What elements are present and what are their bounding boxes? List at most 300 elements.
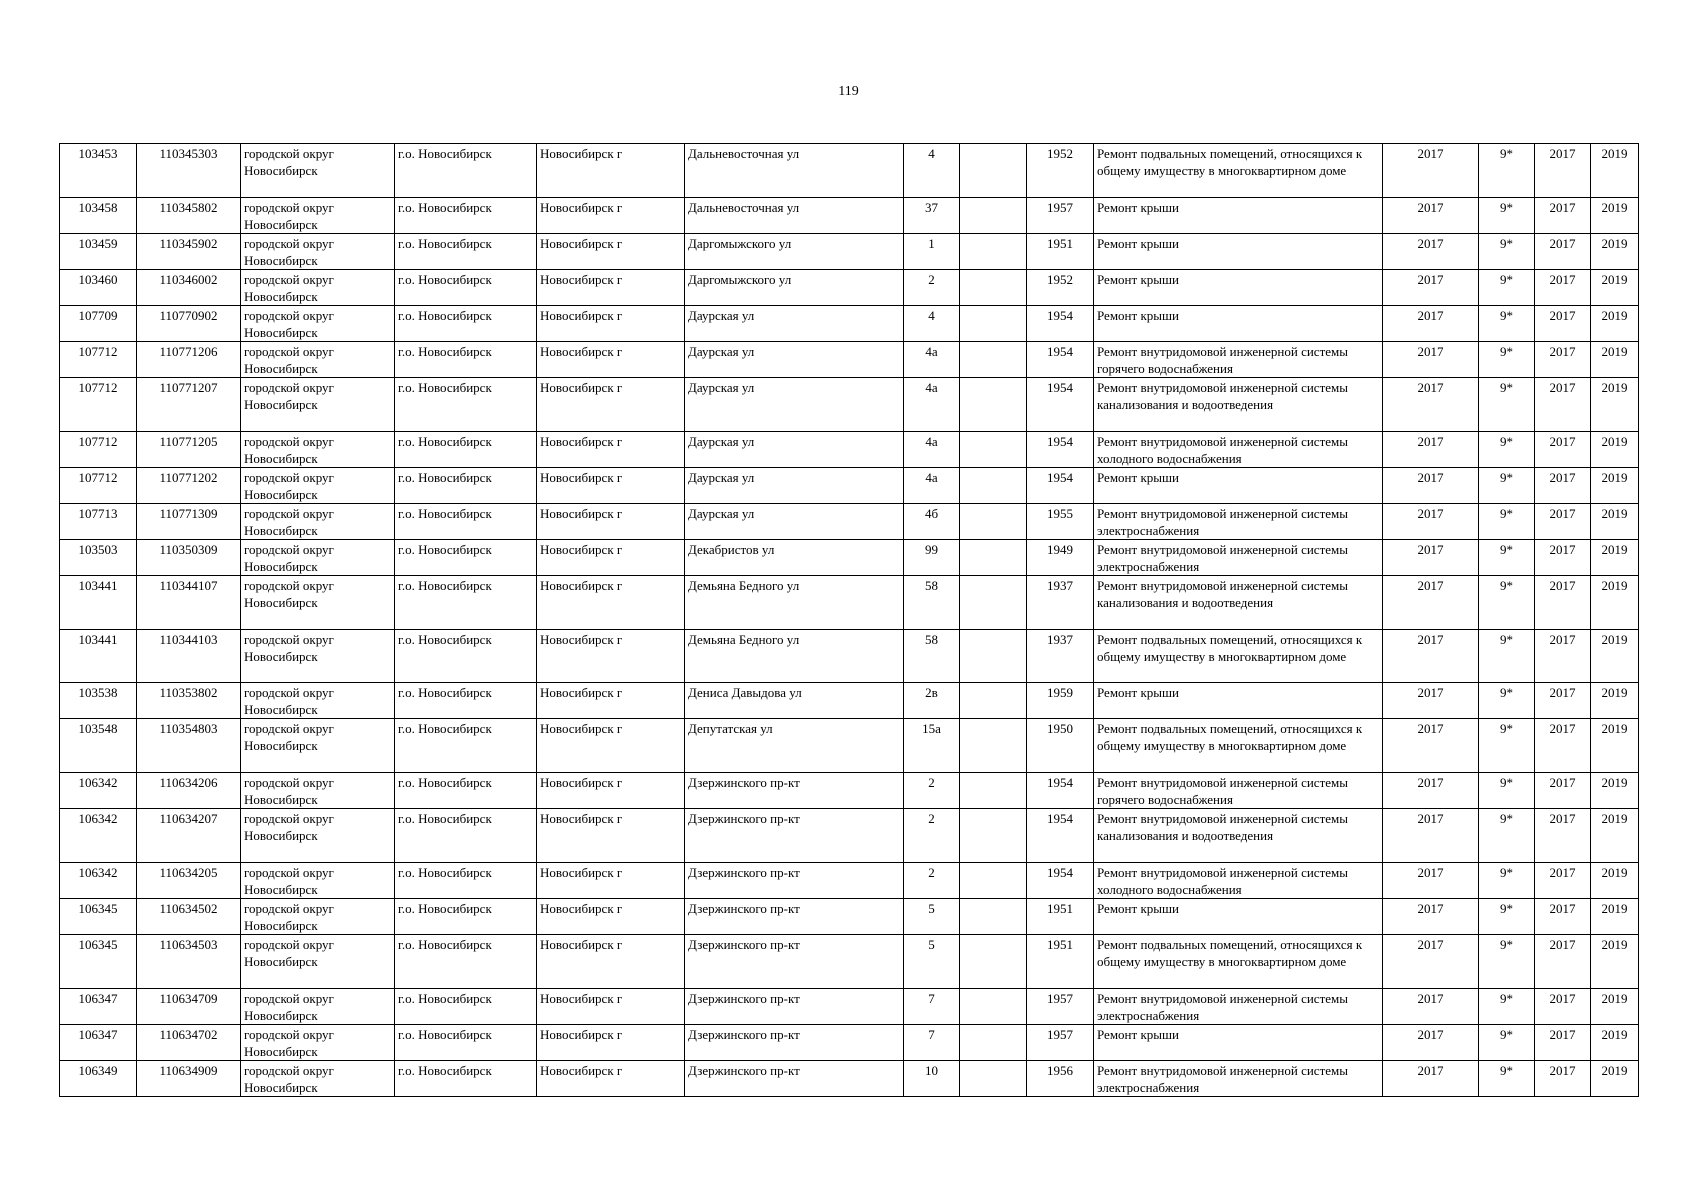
table-row [60, 306, 1639, 342]
street-cell: Даргомыжского ул [685, 270, 904, 306]
district-cell: городской округ Новосибирск [241, 234, 395, 270]
plan-year-cell: 2017 [1383, 719, 1479, 773]
record-id-cell: 107712 [60, 342, 137, 378]
district-cell: городской округ Новосибирск [241, 719, 395, 773]
municipality-cell: г.о. Новосибирск [395, 809, 537, 863]
municipality-cell: г.о. Новосибирск [395, 935, 537, 989]
work-type-cell: Ремонт подвальных помещений, относящихся к общему имуществу в многоквартирном доме [1094, 719, 1383, 773]
building-corp-cell [960, 683, 1027, 719]
record-id-cell: 103441 [60, 576, 137, 630]
year-built-cell: 1957 [1027, 989, 1094, 1025]
work-type-cell: Ремонт крыши [1094, 270, 1383, 306]
house-number-cell: 2в [904, 683, 960, 719]
start-year-cell: 2017 [1535, 432, 1591, 468]
building-corp-cell [960, 989, 1027, 1025]
city-cell: Новосибирск г [537, 683, 685, 719]
plan-year-cell: 2017 [1383, 899, 1479, 935]
table-row [60, 432, 1639, 468]
end-year-cell: 2019 [1591, 576, 1639, 630]
building-corp-cell [960, 540, 1027, 576]
table-row [60, 198, 1639, 234]
city-cell: Новосибирск г [537, 504, 685, 540]
house-number-cell: 4а [904, 342, 960, 378]
stage-cell: 9* [1479, 378, 1535, 432]
city-cell: Новосибирск г [537, 234, 685, 270]
record-code-cell: 110634503 [137, 935, 241, 989]
municipality-cell: г.о. Новосибирск [395, 270, 537, 306]
municipality-cell: г.о. Новосибирск [395, 144, 537, 198]
stage-cell: 9* [1479, 683, 1535, 719]
work-type-cell: Ремонт крыши [1094, 683, 1383, 719]
record-id-cell: 106347 [60, 989, 137, 1025]
start-year-cell: 2017 [1535, 935, 1591, 989]
city-cell: Новосибирск г [537, 378, 685, 432]
year-built-cell: 1937 [1027, 630, 1094, 683]
building-corp-cell [960, 773, 1027, 809]
building-corp-cell [960, 198, 1027, 234]
year-built-cell: 1952 [1027, 270, 1094, 306]
table-row [60, 540, 1639, 576]
record-id-cell: 103459 [60, 234, 137, 270]
record-code-cell: 110771202 [137, 468, 241, 504]
building-corp-cell [960, 1025, 1027, 1061]
work-type-cell: Ремонт подвальных помещений, относящихся к общему имуществу в многоквартирном доме [1094, 630, 1383, 683]
stage-cell: 9* [1479, 1061, 1535, 1097]
record-id-cell: 107712 [60, 468, 137, 504]
work-type-cell: Ремонт внутридомовой инженерной системы электроснабжения [1094, 504, 1383, 540]
end-year-cell: 2019 [1591, 270, 1639, 306]
end-year-cell: 2019 [1591, 234, 1639, 270]
record-code-cell: 110634206 [137, 773, 241, 809]
record-id-cell: 103458 [60, 198, 137, 234]
municipality-cell: г.о. Новосибирск [395, 540, 537, 576]
record-id-cell: 106342 [60, 809, 137, 863]
record-code-cell: 110345303 [137, 144, 241, 198]
municipality-cell: г.о. Новосибирск [395, 468, 537, 504]
table-row [60, 719, 1639, 773]
plan-year-cell: 2017 [1383, 809, 1479, 863]
stage-cell: 9* [1479, 899, 1535, 935]
start-year-cell: 2017 [1535, 234, 1591, 270]
building-corp-cell [960, 1061, 1027, 1097]
table-row [60, 144, 1639, 198]
plan-year-cell: 2017 [1383, 468, 1479, 504]
street-cell: Дзержинского пр-кт [685, 899, 904, 935]
district-cell: городской округ Новосибирск [241, 1025, 395, 1061]
city-cell: Новосибирск г [537, 198, 685, 234]
year-built-cell: 1951 [1027, 899, 1094, 935]
year-built-cell: 1954 [1027, 809, 1094, 863]
record-code-cell: 110634909 [137, 1061, 241, 1097]
municipality-cell: г.о. Новосибирск [395, 432, 537, 468]
plan-year-cell: 2017 [1383, 863, 1479, 899]
start-year-cell: 2017 [1535, 863, 1591, 899]
plan-year-cell: 2017 [1383, 773, 1479, 809]
record-code-cell: 110345802 [137, 198, 241, 234]
stage-cell: 9* [1479, 809, 1535, 863]
end-year-cell: 2019 [1591, 863, 1639, 899]
city-cell: Новосибирск г [537, 989, 685, 1025]
work-type-cell: Ремонт внутридомовой инженерной системы электроснабжения [1094, 1061, 1383, 1097]
start-year-cell: 2017 [1535, 719, 1591, 773]
district-cell: городской округ Новосибирск [241, 144, 395, 198]
plan-year-cell: 2017 [1383, 234, 1479, 270]
year-built-cell: 1955 [1027, 504, 1094, 540]
work-type-cell: Ремонт внутридомовой инженерной системы электроснабжения [1094, 989, 1383, 1025]
district-cell: городской округ Новосибирск [241, 468, 395, 504]
municipality-cell: г.о. Новосибирск [395, 1025, 537, 1061]
stage-cell: 9* [1479, 504, 1535, 540]
year-built-cell: 1957 [1027, 1025, 1094, 1061]
building-corp-cell [960, 342, 1027, 378]
municipality-cell: г.о. Новосибирск [395, 683, 537, 719]
end-year-cell: 2019 [1591, 432, 1639, 468]
city-cell: Новосибирск г [537, 863, 685, 899]
house-number-cell: 2 [904, 773, 960, 809]
year-built-cell: 1954 [1027, 342, 1094, 378]
table-row [60, 773, 1639, 809]
record-code-cell: 110354803 [137, 719, 241, 773]
year-built-cell: 1954 [1027, 378, 1094, 432]
house-number-cell: 4 [904, 144, 960, 198]
street-cell: Дальневосточная ул [685, 144, 904, 198]
start-year-cell: 2017 [1535, 198, 1591, 234]
stage-cell: 9* [1479, 306, 1535, 342]
work-type-cell: Ремонт крыши [1094, 198, 1383, 234]
year-built-cell: 1951 [1027, 935, 1094, 989]
work-type-cell: Ремонт крыши [1094, 306, 1383, 342]
record-id-cell: 103503 [60, 540, 137, 576]
record-code-cell: 110771309 [137, 504, 241, 540]
registry-table [59, 143, 1639, 1097]
work-type-cell: Ремонт подвальных помещений, относящихся к общему имуществу в многоквартирном доме [1094, 935, 1383, 989]
stage-cell: 9* [1479, 540, 1535, 576]
stage-cell: 9* [1479, 630, 1535, 683]
building-corp-cell [960, 144, 1027, 198]
end-year-cell: 2019 [1591, 935, 1639, 989]
municipality-cell: г.о. Новосибирск [395, 773, 537, 809]
stage-cell: 9* [1479, 935, 1535, 989]
plan-year-cell: 2017 [1383, 1061, 1479, 1097]
street-cell: Даурская ул [685, 342, 904, 378]
building-corp-cell [960, 576, 1027, 630]
end-year-cell: 2019 [1591, 899, 1639, 935]
table-row [60, 378, 1639, 432]
start-year-cell: 2017 [1535, 306, 1591, 342]
end-year-cell: 2019 [1591, 198, 1639, 234]
district-cell: городской округ Новосибирск [241, 270, 395, 306]
district-cell: городской округ Новосибирск [241, 432, 395, 468]
city-cell: Новосибирск г [537, 899, 685, 935]
district-cell: городской округ Новосибирск [241, 198, 395, 234]
municipality-cell: г.о. Новосибирск [395, 234, 537, 270]
year-built-cell: 1954 [1027, 773, 1094, 809]
municipality-cell: г.о. Новосибирск [395, 306, 537, 342]
street-cell: Дзержинского пр-кт [685, 1025, 904, 1061]
start-year-cell: 2017 [1535, 683, 1591, 719]
plan-year-cell: 2017 [1383, 378, 1479, 432]
start-year-cell: 2017 [1535, 1061, 1591, 1097]
plan-year-cell: 2017 [1383, 1025, 1479, 1061]
street-cell: Дальневосточная ул [685, 198, 904, 234]
end-year-cell: 2019 [1591, 468, 1639, 504]
stage-cell: 9* [1479, 863, 1535, 899]
record-code-cell: 110770902 [137, 306, 241, 342]
district-cell: городской округ Новосибирск [241, 899, 395, 935]
house-number-cell: 58 [904, 630, 960, 683]
municipality-cell: г.о. Новосибирск [395, 899, 537, 935]
street-cell: Дениса Давыдова ул [685, 683, 904, 719]
record-id-cell: 107709 [60, 306, 137, 342]
record-id-cell: 106345 [60, 899, 137, 935]
municipality-cell: г.о. Новосибирск [395, 504, 537, 540]
start-year-cell: 2017 [1535, 630, 1591, 683]
stage-cell: 9* [1479, 989, 1535, 1025]
house-number-cell: 4 [904, 306, 960, 342]
table-row [60, 468, 1639, 504]
end-year-cell: 2019 [1591, 630, 1639, 683]
street-cell: Дзержинского пр-кт [685, 773, 904, 809]
year-built-cell: 1950 [1027, 719, 1094, 773]
table-row [60, 989, 1639, 1025]
work-type-cell: Ремонт внутридомовой инженерной системы канализования и водоотведения [1094, 809, 1383, 863]
district-cell: городской округ Новосибирск [241, 809, 395, 863]
work-type-cell: Ремонт подвальных помещений, относящихся к общему имуществу в многоквартирном доме [1094, 144, 1383, 198]
table-row [60, 630, 1639, 683]
record-code-cell: 110634702 [137, 1025, 241, 1061]
end-year-cell: 2019 [1591, 342, 1639, 378]
district-cell: городской округ Новосибирск [241, 683, 395, 719]
district-cell: городской округ Новосибирск [241, 306, 395, 342]
table-row [60, 809, 1639, 863]
house-number-cell: 4а [904, 468, 960, 504]
house-number-cell: 7 [904, 1025, 960, 1061]
city-cell: Новосибирск г [537, 540, 685, 576]
end-year-cell: 2019 [1591, 1025, 1639, 1061]
street-cell: Дзержинского пр-кт [685, 809, 904, 863]
year-built-cell: 1949 [1027, 540, 1094, 576]
house-number-cell: 5 [904, 899, 960, 935]
record-id-cell: 103460 [60, 270, 137, 306]
city-cell: Новосибирск г [537, 773, 685, 809]
work-type-cell: Ремонт внутридомовой инженерной системы горячего водоснабжения [1094, 342, 1383, 378]
municipality-cell: г.о. Новосибирск [395, 576, 537, 630]
plan-year-cell: 2017 [1383, 576, 1479, 630]
stage-cell: 9* [1479, 432, 1535, 468]
start-year-cell: 2017 [1535, 540, 1591, 576]
record-id-cell: 106342 [60, 773, 137, 809]
work-type-cell: Ремонт крыши [1094, 234, 1383, 270]
record-code-cell: 110344103 [137, 630, 241, 683]
street-cell: Даурская ул [685, 378, 904, 432]
city-cell: Новосибирск г [537, 468, 685, 504]
plan-year-cell: 2017 [1383, 270, 1479, 306]
work-type-cell: Ремонт внутридомовой инженерной системы электроснабжения [1094, 540, 1383, 576]
year-built-cell: 1954 [1027, 432, 1094, 468]
house-number-cell: 2 [904, 809, 960, 863]
city-cell: Новосибирск г [537, 719, 685, 773]
stage-cell: 9* [1479, 576, 1535, 630]
city-cell: Новосибирск г [537, 144, 685, 198]
house-number-cell: 2 [904, 863, 960, 899]
end-year-cell: 2019 [1591, 809, 1639, 863]
work-type-cell: Ремонт внутридомовой инженерной системы канализования и водоотведения [1094, 576, 1383, 630]
street-cell: Даурская ул [685, 504, 904, 540]
house-number-cell: 4а [904, 378, 960, 432]
plan-year-cell: 2017 [1383, 683, 1479, 719]
table-row [60, 576, 1639, 630]
street-cell: Дзержинского пр-кт [685, 1061, 904, 1097]
district-cell: городской округ Новосибирск [241, 540, 395, 576]
table-row [60, 270, 1639, 306]
table-row [60, 1025, 1639, 1061]
start-year-cell: 2017 [1535, 342, 1591, 378]
year-built-cell: 1954 [1027, 306, 1094, 342]
record-id-cell: 107713 [60, 504, 137, 540]
stage-cell: 9* [1479, 1025, 1535, 1061]
district-cell: городской округ Новосибирск [241, 342, 395, 378]
house-number-cell: 4б [904, 504, 960, 540]
stage-cell: 9* [1479, 270, 1535, 306]
end-year-cell: 2019 [1591, 773, 1639, 809]
stage-cell: 9* [1479, 773, 1535, 809]
start-year-cell: 2017 [1535, 899, 1591, 935]
record-id-cell: 103453 [60, 144, 137, 198]
municipality-cell: г.о. Новосибирск [395, 198, 537, 234]
table-row [60, 899, 1639, 935]
work-type-cell: Ремонт внутридомовой инженерной системы холодного водоснабжения [1094, 863, 1383, 899]
street-cell: Даурская ул [685, 468, 904, 504]
district-cell: городской округ Новосибирск [241, 504, 395, 540]
record-id-cell: 106345 [60, 935, 137, 989]
city-cell: Новосибирск г [537, 809, 685, 863]
end-year-cell: 2019 [1591, 504, 1639, 540]
building-corp-cell [960, 432, 1027, 468]
house-number-cell: 2 [904, 270, 960, 306]
start-year-cell: 2017 [1535, 1025, 1591, 1061]
building-corp-cell [960, 306, 1027, 342]
work-type-cell: Ремонт крыши [1094, 468, 1383, 504]
district-cell: городской округ Новосибирск [241, 630, 395, 683]
street-cell: Даурская ул [685, 432, 904, 468]
building-corp-cell [960, 809, 1027, 863]
building-corp-cell [960, 719, 1027, 773]
house-number-cell: 7 [904, 989, 960, 1025]
record-id-cell: 103441 [60, 630, 137, 683]
year-built-cell: 1954 [1027, 468, 1094, 504]
stage-cell: 9* [1479, 468, 1535, 504]
year-built-cell: 1957 [1027, 198, 1094, 234]
start-year-cell: 2017 [1535, 378, 1591, 432]
stage-cell: 9* [1479, 144, 1535, 198]
stage-cell: 9* [1479, 342, 1535, 378]
city-cell: Новосибирск г [537, 935, 685, 989]
work-type-cell: Ремонт внутридомовой инженерной системы горячего водоснабжения [1094, 773, 1383, 809]
house-number-cell: 99 [904, 540, 960, 576]
district-cell: городской округ Новосибирск [241, 1061, 395, 1097]
end-year-cell: 2019 [1591, 540, 1639, 576]
year-built-cell: 1952 [1027, 144, 1094, 198]
page-number: 119 [838, 84, 859, 99]
plan-year-cell: 2017 [1383, 935, 1479, 989]
house-number-cell: 15а [904, 719, 960, 773]
record-code-cell: 110353802 [137, 683, 241, 719]
street-cell: Даргомыжского ул [685, 234, 904, 270]
end-year-cell: 2019 [1591, 144, 1639, 198]
district-cell: городской округ Новосибирск [241, 935, 395, 989]
work-type-cell: Ремонт внутридомовой инженерной системы холодного водоснабжения [1094, 432, 1383, 468]
street-cell: Даурская ул [685, 306, 904, 342]
municipality-cell: г.о. Новосибирск [395, 1061, 537, 1097]
record-code-cell: 110634205 [137, 863, 241, 899]
house-number-cell: 1 [904, 234, 960, 270]
stage-cell: 9* [1479, 234, 1535, 270]
record-id-cell: 106342 [60, 863, 137, 899]
table-row [60, 863, 1639, 899]
start-year-cell: 2017 [1535, 989, 1591, 1025]
record-id-cell: 106347 [60, 1025, 137, 1061]
street-cell: Дзержинского пр-кт [685, 989, 904, 1025]
record-code-cell: 110344107 [137, 576, 241, 630]
city-cell: Новосибирск г [537, 306, 685, 342]
end-year-cell: 2019 [1591, 683, 1639, 719]
street-cell: Демьяна Бедного ул [685, 630, 904, 683]
end-year-cell: 2019 [1591, 306, 1639, 342]
start-year-cell: 2017 [1535, 144, 1591, 198]
end-year-cell: 2019 [1591, 1061, 1639, 1097]
district-cell: городской округ Новосибирск [241, 773, 395, 809]
street-cell: Дзержинского пр-кт [685, 863, 904, 899]
plan-year-cell: 2017 [1383, 198, 1479, 234]
municipality-cell: г.о. Новосибирск [395, 342, 537, 378]
district-cell: городской округ Новосибирск [241, 863, 395, 899]
year-built-cell: 1956 [1027, 1061, 1094, 1097]
start-year-cell: 2017 [1535, 576, 1591, 630]
record-id-cell: 107712 [60, 378, 137, 432]
year-built-cell: 1954 [1027, 863, 1094, 899]
year-built-cell: 1959 [1027, 683, 1094, 719]
district-cell: городской округ Новосибирск [241, 576, 395, 630]
city-cell: Новосибирск г [537, 630, 685, 683]
city-cell: Новосибирск г [537, 576, 685, 630]
municipality-cell: г.о. Новосибирск [395, 863, 537, 899]
end-year-cell: 2019 [1591, 989, 1639, 1025]
table-row [60, 935, 1639, 989]
plan-year-cell: 2017 [1383, 630, 1479, 683]
street-cell: Депутатская ул [685, 719, 904, 773]
start-year-cell: 2017 [1535, 468, 1591, 504]
record-code-cell: 110634502 [137, 899, 241, 935]
plan-year-cell: 2017 [1383, 989, 1479, 1025]
district-cell: городской округ Новосибирск [241, 989, 395, 1025]
city-cell: Новосибирск г [537, 432, 685, 468]
city-cell: Новосибирск г [537, 1061, 685, 1097]
street-cell: Декабристов ул [685, 540, 904, 576]
table-row [60, 504, 1639, 540]
house-number-cell: 4а [904, 432, 960, 468]
district-cell: городской округ Новосибирск [241, 378, 395, 432]
street-cell: Дзержинского пр-кт [685, 935, 904, 989]
record-code-cell: 110346002 [137, 270, 241, 306]
building-corp-cell [960, 630, 1027, 683]
record-code-cell: 110771206 [137, 342, 241, 378]
municipality-cell: г.о. Новосибирск [395, 630, 537, 683]
plan-year-cell: 2017 [1383, 432, 1479, 468]
table-row [60, 342, 1639, 378]
house-number-cell: 58 [904, 576, 960, 630]
house-number-cell: 37 [904, 198, 960, 234]
table-row [60, 683, 1639, 719]
